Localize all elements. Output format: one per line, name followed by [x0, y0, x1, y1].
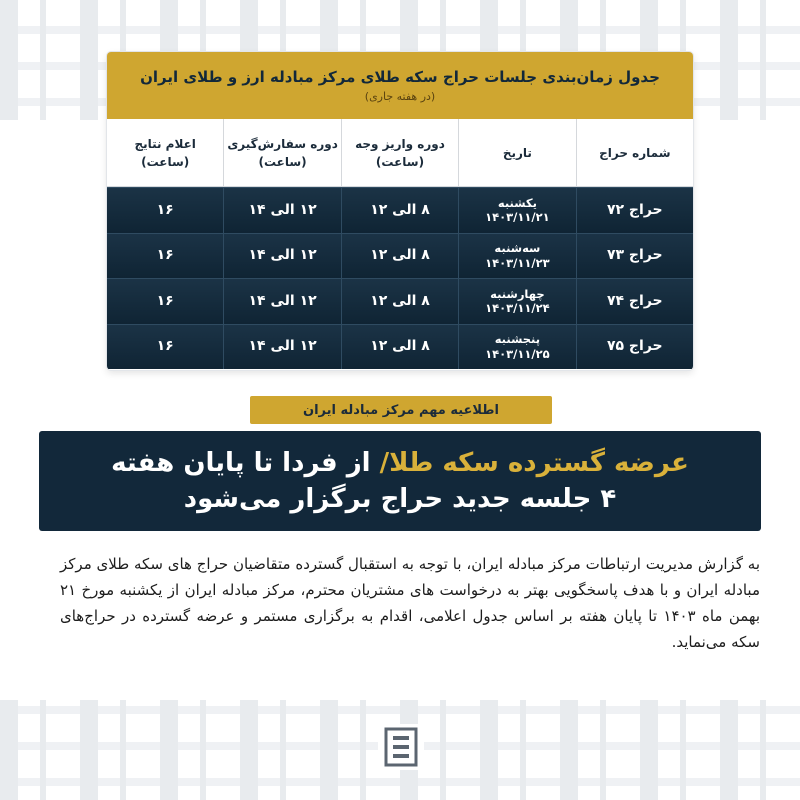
cell-payment: ۸ الی ۱۲	[341, 234, 458, 279]
table-row	[107, 278, 693, 324]
column-header-results	[107, 119, 223, 186]
column-header-payment	[341, 119, 458, 186]
notice-tag: اطلاعیه مهم مرکز مبادله ایران	[250, 396, 552, 424]
cell-payment: ۸ الی ۱۲	[341, 279, 458, 324]
headline-line-2: ۴ جلسه جدید حراج برگزار می‌شود	[183, 484, 617, 514]
cell-day: یکشنبه	[497, 195, 537, 210]
cell-date-value: ۱۴۰۳/۱۱/۲۵	[485, 346, 550, 361]
cell-ordering: ۱۲ الی ۱۴	[223, 234, 340, 279]
cell-day: سه‌شنبه	[494, 241, 541, 256]
cell-date-value: ۱۴۰۳/۱۱/۲۴	[485, 301, 550, 316]
column-header-ordering	[223, 119, 340, 186]
cell-date	[458, 234, 575, 279]
table-row	[107, 324, 693, 370]
column-header-label: دوره واریز وجه	[355, 136, 445, 151]
cell-auction: حراج ۷۳	[576, 234, 693, 279]
cell-payment: ۸ الی ۱۲	[341, 325, 458, 370]
article-body: به گزارش مدیریت ارتباطات مرکز مبادله ایران، با توجه به استقبال گسترده متقاضیان حراج های سکه طلای مرکز مبادله ایران و با هدف پاسخگویی بهتر به درخواست های مشتریان محترم، مرکز مبادله ایران از یکشنبه مورخ ۲۱ بهمن ماه ۱۴۰۳ تا پایان هفته بر اساس جدول اعلامی، اقدام به برگزاری مستمر و عرضه گسترده در حراج‌های سکه می‌نماید.	[60, 555, 760, 651]
exchange-center-logo-icon	[378, 724, 424, 770]
cell-results: ۱۶	[156, 201, 174, 218]
cell-day: چهارشنبه	[490, 286, 545, 301]
column-header-auction	[576, 119, 693, 186]
schedule-title: جدول زمان‌بندی جلسات حراج سکه طلای مرکز مبادله ارز و طلای ایران	[140, 68, 660, 86]
schedule-column-headers	[107, 119, 693, 187]
headline-banner	[39, 431, 761, 531]
logo-glyph	[384, 727, 418, 767]
cell-results: ۱۶	[156, 292, 174, 309]
headline-rest: از فردا تا پایان هفته	[111, 448, 380, 478]
table-row	[107, 187, 693, 233]
cell-day: پنجشنبه	[494, 332, 541, 347]
cell-payment: ۸ الی ۱۲	[341, 188, 458, 233]
column-header-unit: (ساعت)	[375, 154, 425, 169]
schedule-subtitle: (در هفته جاری)	[364, 90, 436, 103]
column-header-label: شماره حراج	[599, 145, 671, 160]
cell-date-value: ۱۴۰۳/۱۱/۲۱	[485, 210, 550, 225]
cell-date-value: ۱۴۰۳/۱۱/۲۳	[485, 255, 550, 270]
column-header-unit: (ساعت)	[141, 154, 190, 169]
cell-auction: حراج ۷۵	[576, 325, 693, 370]
column-header-unit: (ساعت)	[258, 154, 307, 169]
column-header-label: دوره سفارش‌گیری	[227, 136, 338, 151]
column-header-date	[458, 119, 575, 186]
cell-ordering: ۱۲ الی ۱۴	[223, 188, 340, 233]
cell-date	[458, 279, 575, 324]
cell-ordering: ۱۲ الی ۱۴	[223, 279, 340, 324]
schedule-rows	[107, 187, 693, 369]
headline-highlight: عرضه گسترده سکه طلا/	[379, 448, 689, 478]
schedule-table	[107, 52, 693, 370]
cell-ordering: ۱۲ الی ۱۴	[223, 325, 340, 370]
cell-auction: حراج ۷۴	[576, 279, 693, 324]
cell-auction: حراج ۷۲	[576, 188, 693, 233]
cell-results: ۱۶	[156, 338, 174, 354]
column-header-label: تاریخ	[502, 145, 532, 160]
cell-results: ۱۶	[156, 247, 174, 263]
schedule-header	[107, 52, 693, 119]
cell-date	[458, 325, 575, 370]
table-row	[107, 233, 693, 279]
headline-line-1	[111, 448, 689, 478]
cell-date	[458, 188, 575, 233]
column-header-label: اعلام نتایج	[134, 136, 196, 151]
